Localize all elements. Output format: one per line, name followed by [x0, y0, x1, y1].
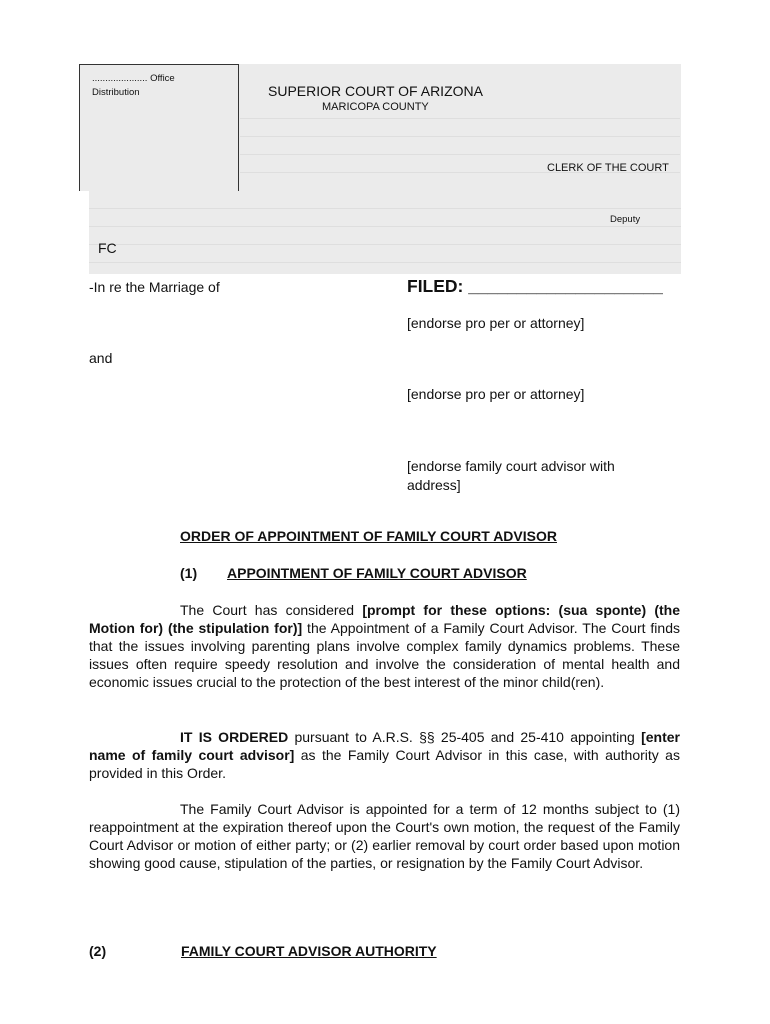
- section-2-number: (2): [89, 943, 107, 959]
- it-is-ordered: IT IS ORDERED: [180, 729, 289, 745]
- office-label: ..................... Office: [92, 73, 175, 84]
- county-name: MARICOPA COUNTY: [322, 101, 429, 113]
- deputy-label: Deputy: [610, 214, 641, 225]
- p1-text-c: the Appointment of a Family Court Advisor. The Court finds that the issues involving parenting plans involve complex family dynamics problems. These issues often require speedy resolution and involve the consideration of mental health and economic issues crucial to the protection of the best interest of the minor child(ren).: [89, 620, 680, 690]
- p2-text-d: as the Family Court Advisor in this case, with authority as provided in this Order.: [89, 747, 680, 781]
- paragraph-court-considered: [89, 601, 680, 691]
- section-1-title: APPOINTMENT OF FAMILY COURT ADVISOR: [227, 565, 527, 581]
- p1-text-a: The Court has considered: [180, 602, 363, 618]
- p3-text: The Family Court Advisor is appointed for a term of 12 months subject to (1) reappointment at the expiration thereof upon the Court's own motion, the request of the Family Court Advisor or motion of either party; or (2) earlier removal by court order based upon motion showing good cause, stipulation of the parties, or resignation by the Family Court Advisor.: [89, 801, 680, 871]
- paragraph-it-is-ordered: [89, 728, 680, 782]
- p1-prompt: [prompt for these options: (sua sponte) (the Motion for) (the stipulation for)]: [89, 602, 680, 636]
- endorse-party-2: [endorse pro per or attorney]: [407, 386, 585, 402]
- order-title: ORDER OF APPOINTMENT OF FAMILY COURT ADVISOR: [180, 528, 557, 544]
- section-1-number: (1): [180, 565, 198, 581]
- endorse-party-1: [endorse pro per or attorney]: [407, 315, 585, 331]
- in-re-marriage: -In re the Marriage of: [89, 279, 220, 295]
- section-2-title: FAMILY COURT ADVISOR AUTHORITY: [181, 943, 437, 959]
- distribution-label: Distribution: [92, 87, 140, 98]
- p2-text-b: pursuant to A.R.S. §§ 25-405 and 25-410 appointing: [288, 729, 642, 745]
- endorse-family-court-advisor: [endorse family court advisor with address]: [407, 458, 615, 493]
- paragraph-term: [89, 800, 680, 872]
- p2-advisor-name-prompt: [enter name of family court advisor]: [89, 729, 680, 763]
- case-type-fc: FC: [98, 240, 117, 256]
- clerk-label: CLERK OF THE COURT: [547, 162, 669, 174]
- and-label: and: [89, 350, 113, 366]
- court-title: SUPERIOR COURT OF ARIZONA: [268, 83, 483, 99]
- filed-line: FILED: ____________________: [407, 276, 663, 296]
